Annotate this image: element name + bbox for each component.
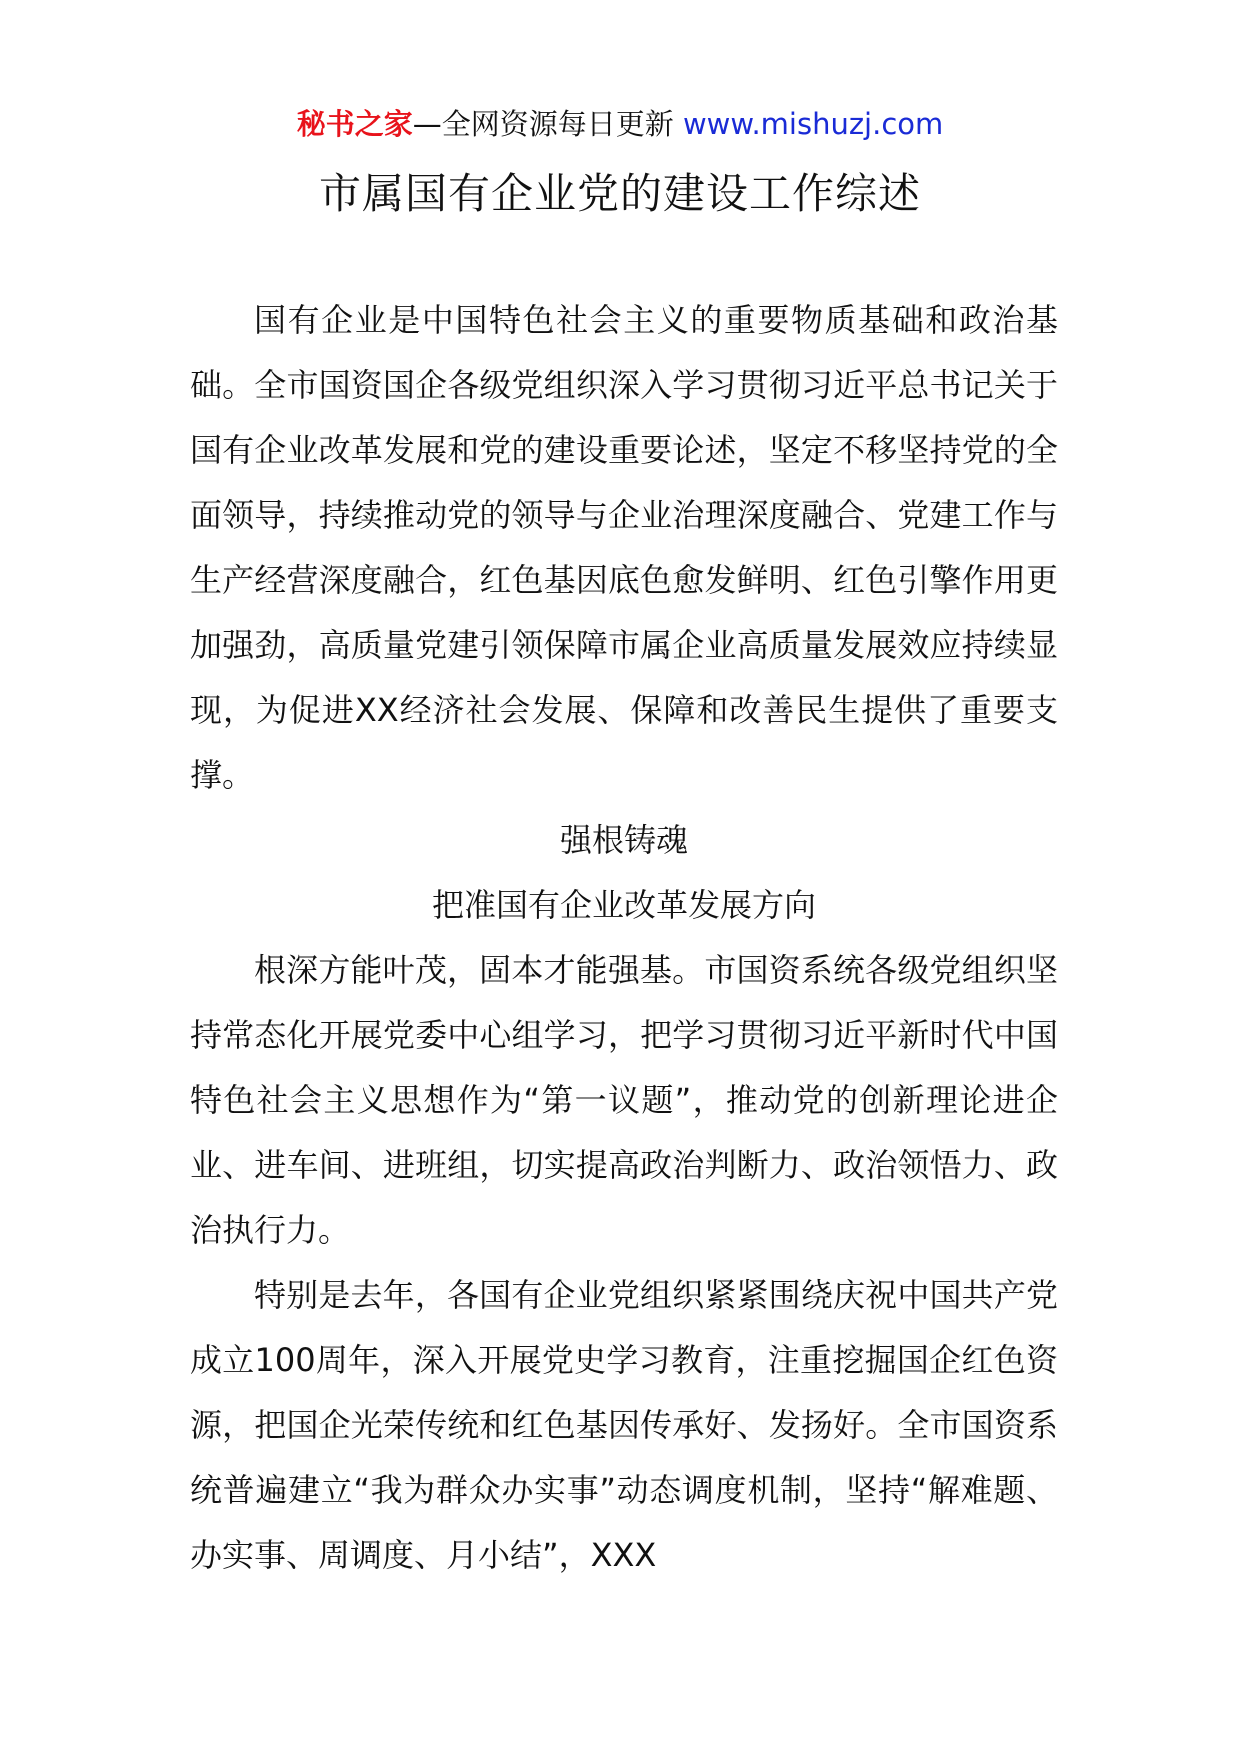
section-heading-1: 强根铸魂: [559, 821, 688, 859]
header-tagline: —全网资源每日更新: [412, 107, 683, 141]
document-title: 市属国有企业党的建设工作综述: [318, 169, 921, 218]
intro-paragraph: 国有企业是中国特色社会主义的重要物质基础和政治基础。全市国资国企各级党组织深入学习贯彻习近平总书记关于国有企业改革发展和党的建设重要论述，坚定不移坚持党的全面领导，持续推动党的领导与企业治理深度融合、党建工作与生产经营深度融合，红色基因底色愈发鲜明、红色引擎作用更加强劲，高质量党建引领保障市属企业高质量发展效应持续显现，为促进XX经济社会发展、保障和改善民生提供了重要支撑。: [190, 301, 1058, 794]
document-body: [190, 288, 1058, 1588]
site-url-link[interactable]: www.mishuzj.com: [682, 107, 944, 141]
section-paragraph-1: 根深方能叶茂，固本才能强基。市国资系统各级党组织坚持常态化开展党委中心组学习，把学习贯彻习近平新时代中国特色社会主义思想作为“第一议题”，推动党的创新理论进企业、进车间、进班组，切实提高政治判断力、政治领悟力、政治执行力。: [190, 951, 1058, 1249]
brand-name: 秘书之家: [296, 107, 413, 141]
section-heading-2: 把准国有企业改革发展方向: [431, 886, 816, 924]
site-header: [0, 104, 1240, 144]
section-paragraph-2: 特别是去年，各国有企业党组织紧紧围绕庆祝中国共产党成立100周年，深入开展党史学习教育，注重挖掘国企红色资源，把国企光荣传统和红色基因传承好、发扬好。全市国资系统普遍建立“我为群众办实事”动态调度机制，坚持“解难题、办实事、周调度、月小结”，XXX: [190, 1276, 1058, 1574]
